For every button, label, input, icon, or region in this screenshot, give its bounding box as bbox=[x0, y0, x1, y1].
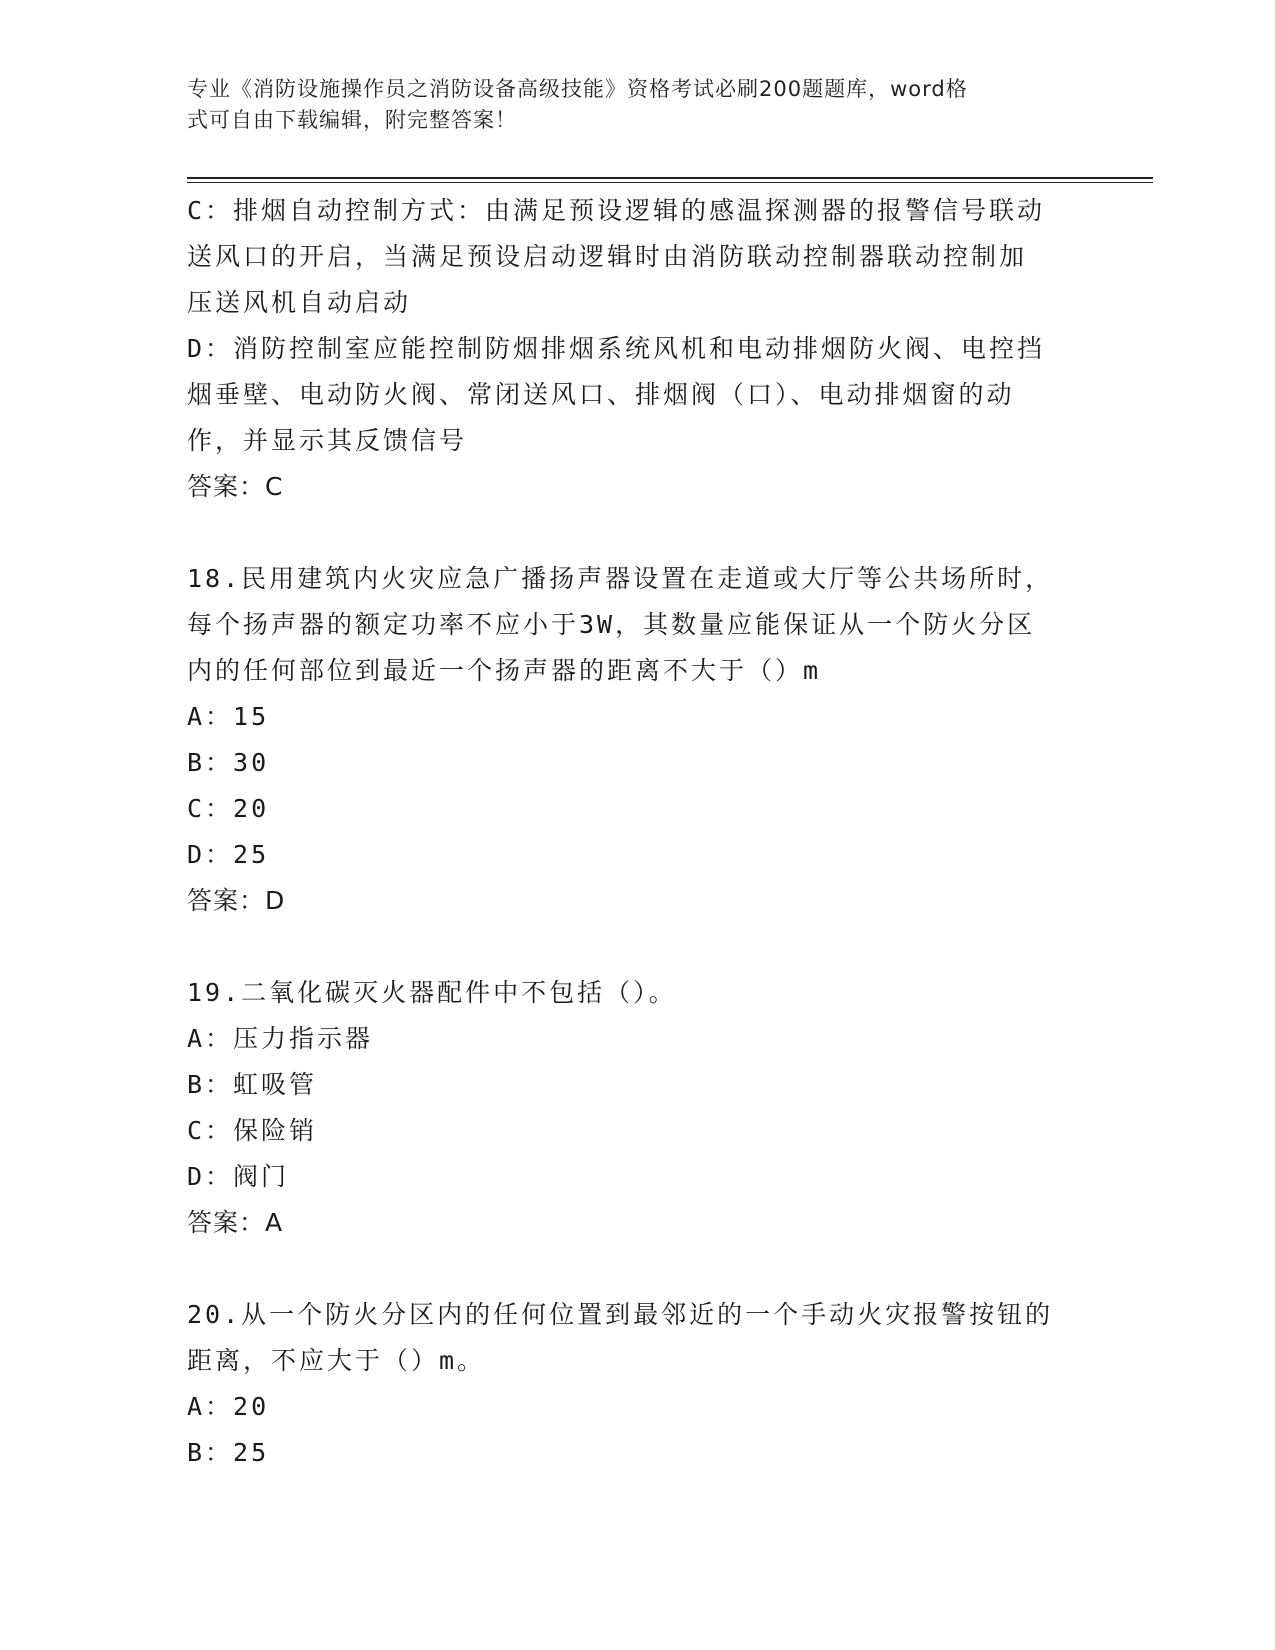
option-a: A：压力指示器 bbox=[187, 1024, 374, 1053]
spacer bbox=[187, 510, 1077, 556]
option-d-line: 烟垂壁、电动防火阀、常闭送风口、排烟阀（口）、电动排烟窗的动 bbox=[187, 380, 1015, 409]
question-stem-line: 每个扬声器的额定功率不应小于3W，其数量应能保证从一个防火分区 bbox=[187, 610, 1036, 639]
question-19 bbox=[187, 970, 1077, 1246]
option-c-line: C：排烟自动控制方式：由满足预设逻辑的感温探测器的报警信号联动 bbox=[187, 196, 1046, 225]
answer-label: 答案：A bbox=[187, 1208, 284, 1237]
answer-label: 答案：D bbox=[187, 886, 286, 915]
option-b: B：30 bbox=[187, 748, 270, 777]
question-stem-line: 18.民用建筑内火灾应急广播扬声器设置在走道或大厅等公共场所时， bbox=[187, 564, 1054, 593]
option-d: D：阀门 bbox=[187, 1162, 290, 1191]
prev-question bbox=[187, 188, 1077, 510]
option-c: C：保险销 bbox=[187, 1116, 318, 1145]
question-20 bbox=[187, 1292, 1077, 1476]
spacer bbox=[187, 924, 1077, 970]
header-divider-thin bbox=[187, 182, 1153, 183]
option-c-line: 送风口的开启，当满足预设启动逻辑时由消防联动控制器联动控制加 bbox=[187, 242, 1028, 271]
question-18 bbox=[187, 556, 1077, 924]
option-a: A：15 bbox=[187, 702, 270, 731]
header-line-1: 专业《消防设施操作员之消防设备高级技能》资格考试必刷200题题库，word格 bbox=[187, 77, 968, 101]
option-a: A：20 bbox=[187, 1392, 270, 1421]
question-stem-line: 20.从一个防火分区内的任何位置到最邻近的一个手动火灾报警按钮的 bbox=[187, 1300, 1054, 1329]
question-content bbox=[187, 188, 1077, 1476]
question-stem-line: 内的任何部位到最近一个扬声器的距离不大于（）m bbox=[187, 656, 822, 685]
header-divider-thick bbox=[187, 177, 1153, 179]
spacer bbox=[187, 1246, 1077, 1292]
header-line-2: 式可自由下载编辑，附完整答案！ bbox=[187, 108, 517, 132]
option-d-line: 作，并显示其反馈信号 bbox=[187, 426, 468, 455]
question-stem-line: 距离，不应大于（）m。 bbox=[187, 1346, 486, 1375]
option-c: C：20 bbox=[187, 794, 270, 823]
question-stem-line: 19.二氧化碳灭火器配件中不包括（）。 bbox=[187, 978, 677, 1007]
option-b: B：25 bbox=[187, 1438, 270, 1467]
document-header bbox=[187, 74, 1067, 136]
option-d-line: D：消防控制室应能控制防烟排烟系统风机和电动排烟防火阀、电控挡 bbox=[187, 334, 1046, 363]
option-b: B：虹吸管 bbox=[187, 1070, 318, 1099]
option-d: D：25 bbox=[187, 840, 270, 869]
answer-label: 答案：C bbox=[187, 472, 284, 501]
option-c-line: 压送风机自动启动 bbox=[187, 288, 412, 317]
